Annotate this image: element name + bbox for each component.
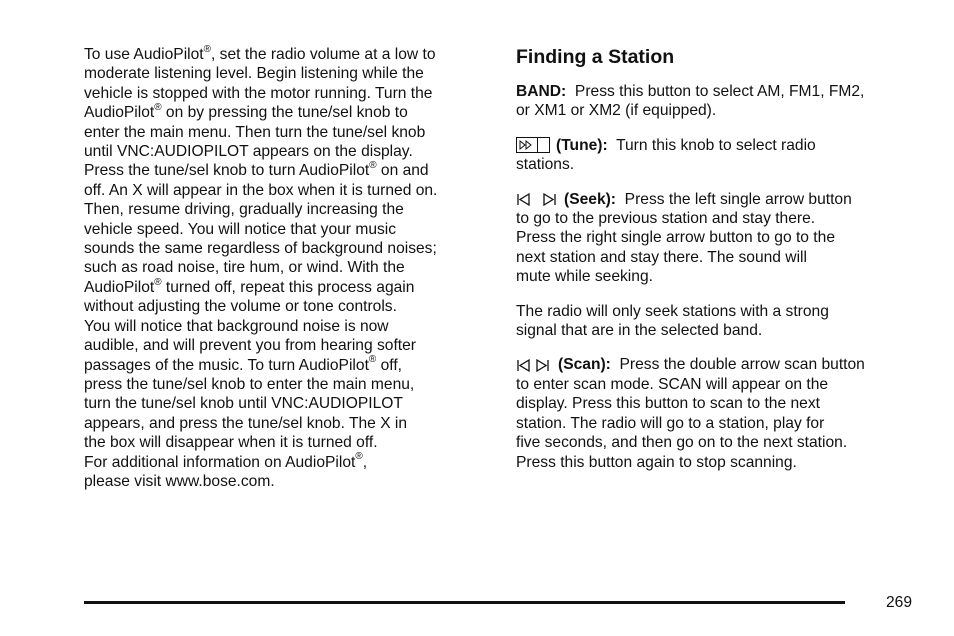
text-line: display. Press this button to scan to the next <box>516 395 820 413</box>
text-line: passages of the music. To turn AudioPilot® off, <box>84 354 403 374</box>
scan-paragraph <box>516 355 926 471</box>
seek-note-paragraph <box>516 302 926 341</box>
text-line: appears, and press the tune/sel knob. The X in <box>84 414 408 432</box>
text-line: signal that are in the selected band. <box>516 322 763 340</box>
seek-arrows-icon <box>516 192 560 207</box>
seek-paragraph <box>516 190 926 287</box>
text-line: audible, and will prevent you from hearing softer <box>84 337 416 355</box>
text-line: without adjusting the volume or tone controls. <box>84 298 397 316</box>
seek-label: (Seek): <box>564 190 616 208</box>
band-paragraph <box>516 82 926 121</box>
page-number: 269 <box>886 594 913 611</box>
text-line: BAND: Press this button to select AM, FM1, FM2, <box>516 83 865 100</box>
tune-label: (Tune): <box>556 136 608 154</box>
text-line: please visit www.bose.com. <box>84 472 275 490</box>
text-line: AudioPilot® turned off, repeat this process again <box>84 276 415 296</box>
text-line: The radio will only seek stations with a strong <box>516 302 829 320</box>
text-line: Press the right single arrow button to go to the <box>516 229 835 247</box>
text-line: such as road noise, tire hum, or wind. With the <box>84 259 405 277</box>
text-line: or XM1 or XM2 (if equipped). <box>516 102 717 120</box>
text-line: moderate listening level. Begin listening while the <box>84 65 424 83</box>
text-line: AudioPilot® on by pressing the tune/sel knob to <box>84 102 408 122</box>
text-line: (Scan): Press the double arrow scan button <box>516 355 926 374</box>
text-line: You will notice that background noise is now <box>84 317 389 335</box>
text-line: To use AudioPilot®, set the radio volume at a low to <box>84 43 436 63</box>
audiopilot-text <box>84 45 484 491</box>
text-line: next station and stay there. The sound will <box>516 248 807 266</box>
text-line: Then, resume driving, gradually increasing the <box>84 201 404 219</box>
text-line: (Tune): Turn this knob to select radio <box>516 136 926 155</box>
text-line: For additional information on AudioPilot®, <box>84 451 368 471</box>
text-line: enter the main menu. Then turn the tune/sel knob <box>84 123 426 141</box>
text-line: stations. <box>516 156 575 174</box>
text-line: vehicle is stopped with the motor running. Turn the <box>84 84 433 102</box>
tune-paragraph <box>516 136 926 175</box>
text-line: Press the tune/sel knob to turn AudioPilot® on and <box>84 160 429 180</box>
text-line: the box will disappear when it is turned off. <box>84 434 378 452</box>
text-line: sounds the same regardless of background noises; <box>84 240 437 258</box>
text-line: press the tune/sel knob to enter the main menu, <box>84 375 415 393</box>
footer-rule <box>84 601 845 604</box>
text-line: off. An X will appear in the box when it is turned on. <box>84 181 438 199</box>
text-line: station. The radio will go to a station, play for <box>516 414 825 432</box>
text-line: vehicle speed. You will notice that your music <box>84 220 397 238</box>
scan-arrows-icon <box>516 358 554 373</box>
text-line: to go to the previous station and stay there. <box>516 210 816 228</box>
text-line: turn the tune/sel knob until VNC:AUDIOPILOT <box>84 395 403 413</box>
finding-station-section <box>516 45 926 487</box>
band-label: BAND: <box>516 83 567 100</box>
section-heading: Finding a Station <box>516 46 675 68</box>
text-line: until VNC:AUDIOPILOT appears on the display. <box>84 143 413 161</box>
text-line: five seconds, and then go on to the next station. <box>516 434 848 452</box>
tune-knob-icon <box>516 137 552 154</box>
text-line: Press this button again to stop scanning. <box>516 453 797 471</box>
text-line: (Seek): Press the left single arrow button <box>516 190 926 209</box>
text-line: mute while seeking. <box>516 268 653 286</box>
scan-label: (Scan): <box>558 356 611 374</box>
text-line: to enter scan mode. SCAN will appear on the <box>516 375 829 393</box>
